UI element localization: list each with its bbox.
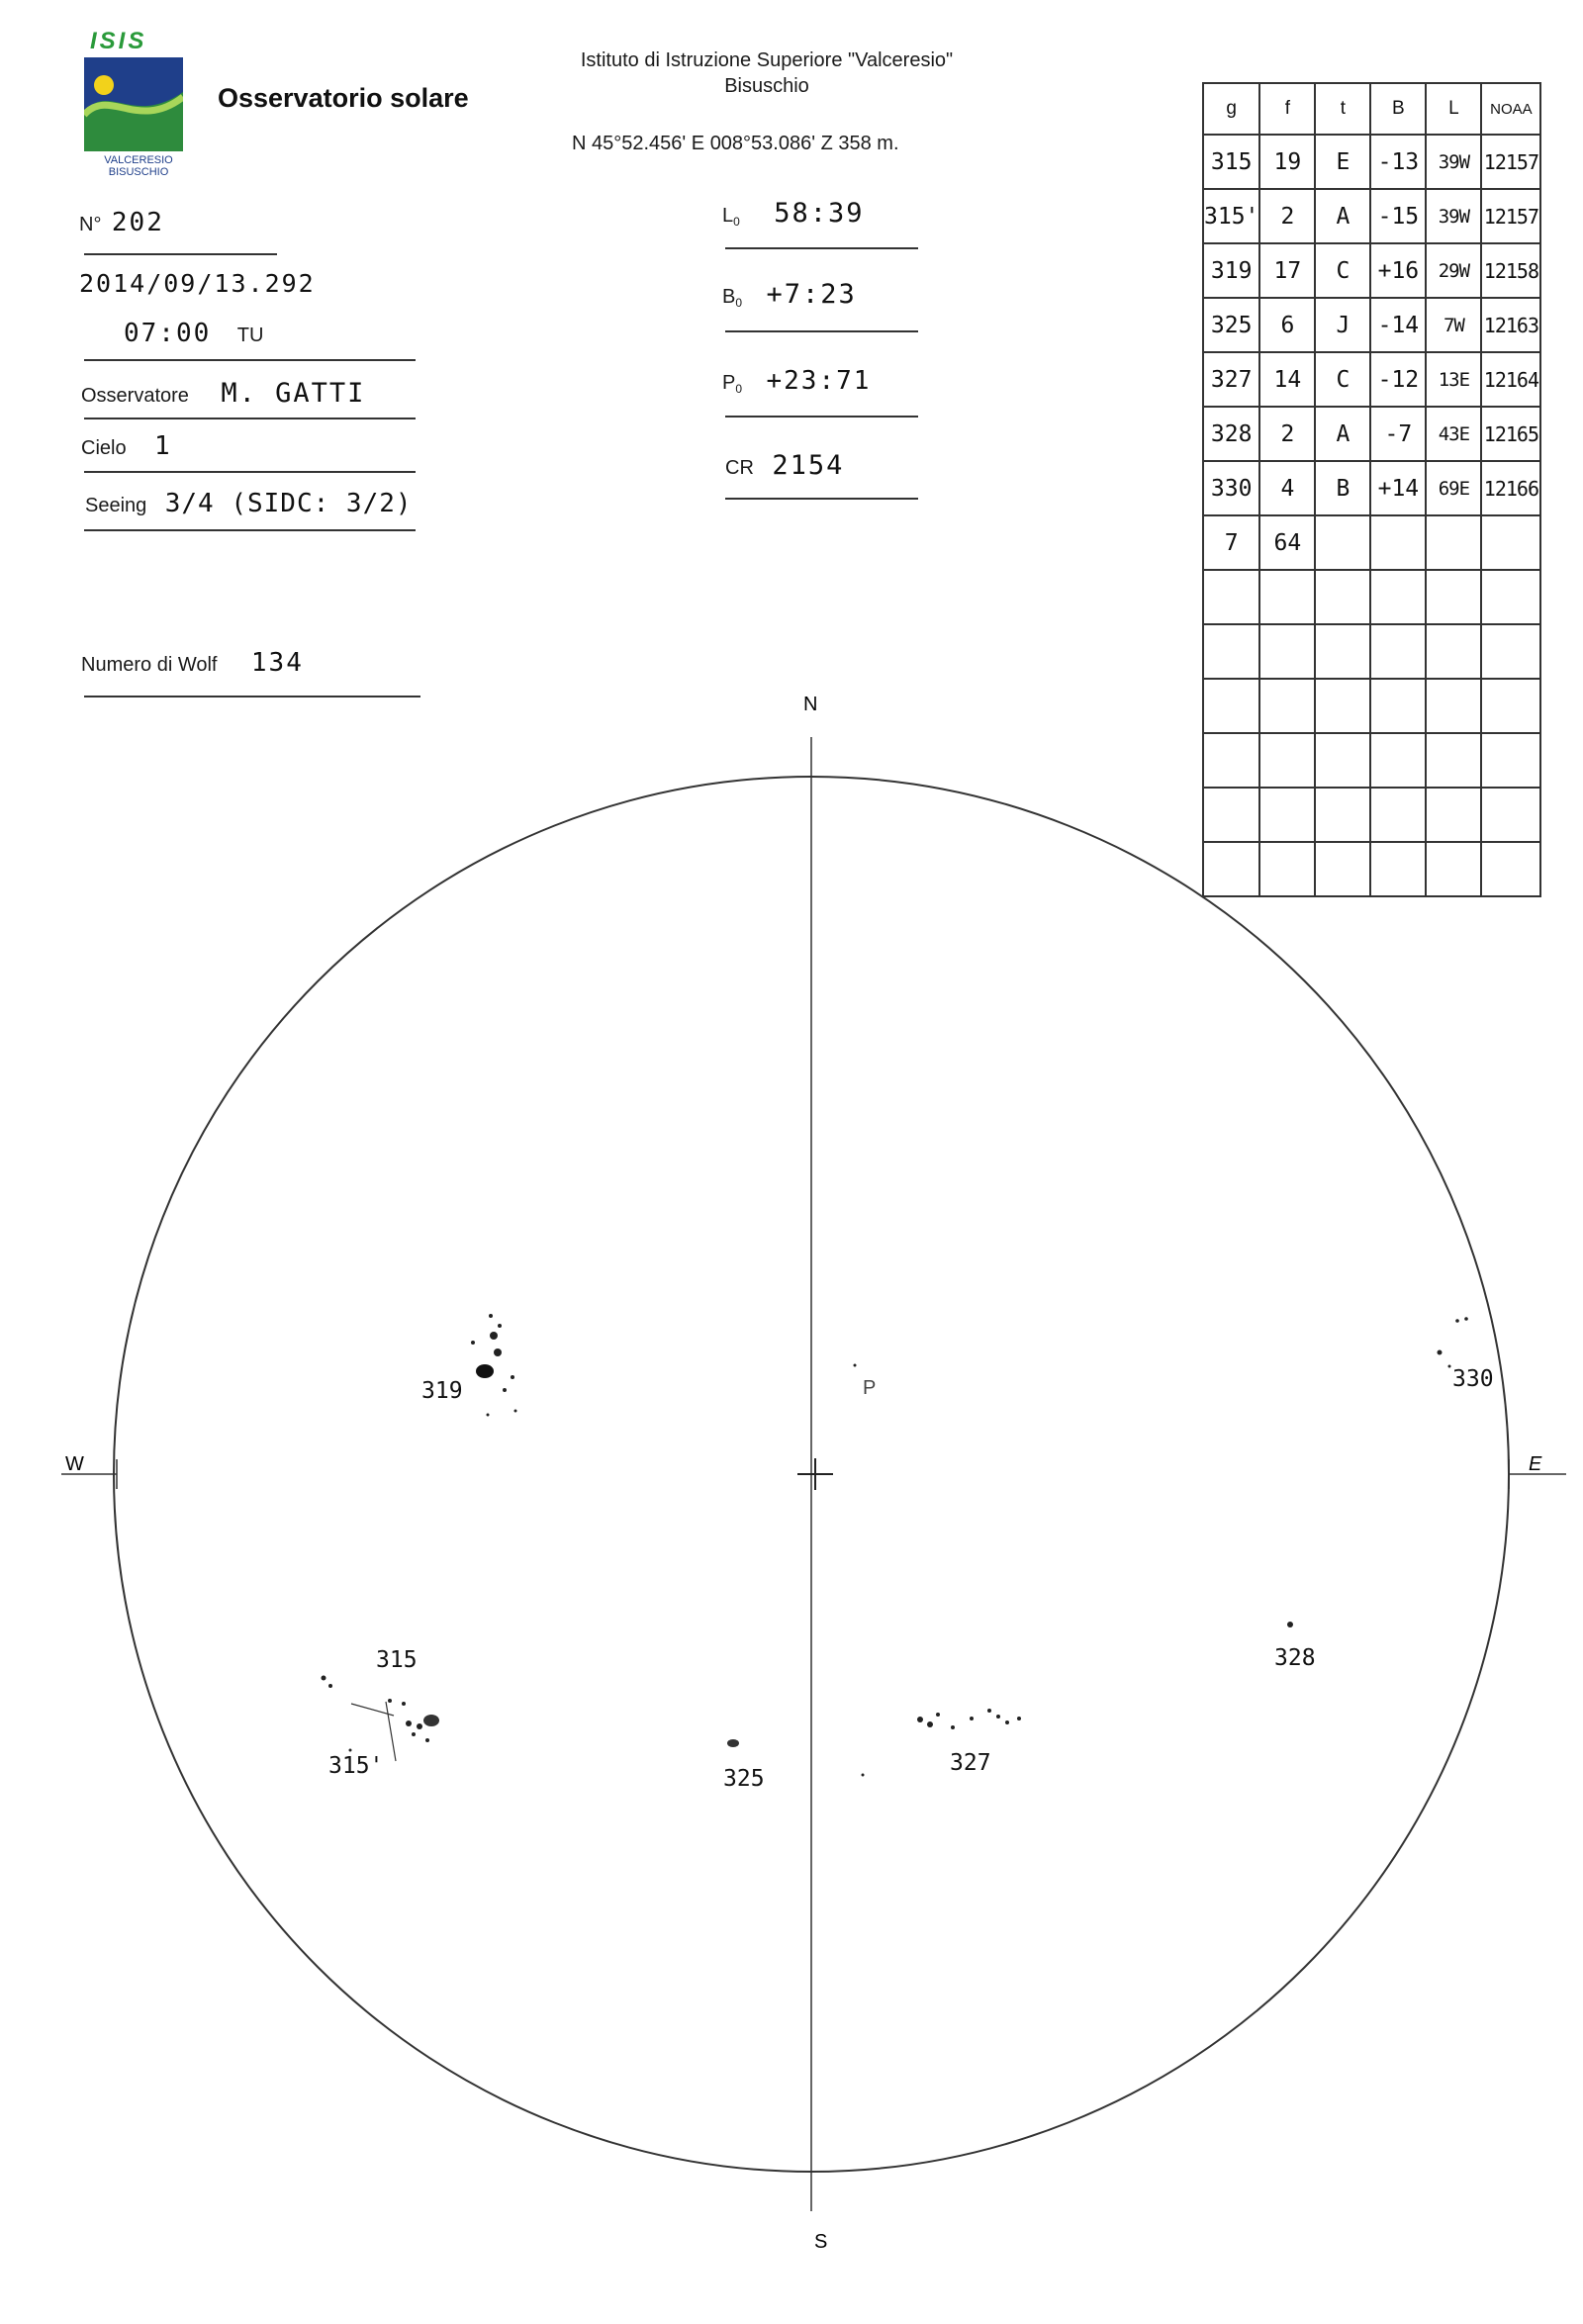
group-label-315p: 315' <box>328 1753 384 1779</box>
sunspot <box>970 1717 974 1720</box>
sunspot <box>423 1715 439 1726</box>
sunspot <box>402 1702 406 1706</box>
observatory-coordinates: N 45°52.456' E 008°53.086' Z 358 m. <box>572 133 899 154</box>
sunspot <box>503 1388 507 1392</box>
school-line-1: Istituto di Istruzione Superiore "Valceresio" <box>580 49 954 71</box>
table-cell: 19 <box>1259 135 1315 189</box>
sunspot <box>996 1715 1000 1719</box>
sunspot <box>1005 1720 1009 1724</box>
sunspot <box>862 1774 865 1777</box>
table-cell: 12157 <box>1481 189 1540 243</box>
header-f: f <box>1259 83 1315 135</box>
logo-text: ISIS <box>90 28 147 54</box>
table-cell: 12165 <box>1481 407 1540 461</box>
cr-field: CR 2154 <box>725 450 845 481</box>
sunspot <box>927 1721 933 1727</box>
west-label: W <box>65 1453 84 1475</box>
table-cell: C <box>1315 352 1370 407</box>
table-cell: 4 <box>1259 461 1315 515</box>
table-cell: +16 <box>1370 243 1426 298</box>
table-cell: 39W <box>1426 189 1481 243</box>
group-label-325: 325 <box>723 1766 765 1792</box>
sunspot <box>388 1699 392 1703</box>
table-cell: 12166 <box>1481 461 1540 515</box>
group-label-330: 330 <box>1452 1366 1494 1392</box>
sunspot <box>498 1324 502 1328</box>
header-b: B <box>1370 83 1426 135</box>
pole-label: P <box>863 1377 877 1399</box>
pole-dot <box>854 1364 857 1367</box>
table-cell: A <box>1315 407 1370 461</box>
sunspot <box>1287 1622 1293 1627</box>
sunspot <box>951 1725 955 1729</box>
east-label: E <box>1529 1453 1542 1475</box>
group-label-315: 315 <box>376 1647 418 1673</box>
table-cell: -7 <box>1370 407 1426 461</box>
table-cell: 325 <box>1203 298 1259 352</box>
table-cell: 2 <box>1259 407 1315 461</box>
sunspot <box>511 1375 514 1379</box>
observation-date: 2014/09/13.292 <box>79 269 316 298</box>
sunspot <box>1448 1365 1451 1368</box>
sunspot <box>727 1739 739 1747</box>
table-cell: 6 <box>1259 298 1315 352</box>
sunspot <box>494 1348 502 1356</box>
school-line-2: Bisuschio <box>724 75 809 97</box>
sunspot <box>917 1717 923 1722</box>
table-cell: -13 <box>1370 135 1426 189</box>
table-cell: A <box>1315 189 1370 243</box>
table-cell: 43E <box>1426 407 1481 461</box>
table-cell: B <box>1315 461 1370 515</box>
sunspot <box>490 1332 498 1340</box>
observer: Osservatore M. GATTI <box>81 378 366 409</box>
table-cell: C <box>1315 243 1370 298</box>
sunspots <box>322 1314 1468 1777</box>
table-cell: 64 <box>1259 515 1315 570</box>
table-cell: 13E <box>1426 352 1481 407</box>
table-cell: -15 <box>1370 189 1426 243</box>
group-label-328: 328 <box>1274 1645 1316 1671</box>
group-label-319: 319 <box>421 1378 463 1404</box>
table-cell: 39W <box>1426 135 1481 189</box>
north-label: N <box>803 694 818 715</box>
table-cell: +14 <box>1370 461 1426 515</box>
table-cell: -14 <box>1370 298 1426 352</box>
sunspot <box>417 1723 422 1729</box>
sunspot <box>406 1720 412 1726</box>
sunspot <box>514 1410 517 1413</box>
sunspot <box>987 1709 991 1713</box>
header-noaa: NOAA <box>1481 83 1540 135</box>
observation-time: 07:00 TU <box>124 319 264 348</box>
table-cell: 330 <box>1203 461 1259 515</box>
observation-number: N° 202 <box>79 208 164 237</box>
page-title: Osservatorio solare <box>218 83 469 113</box>
p0-field: $P_0$ +23:71 <box>722 366 872 397</box>
sunspot <box>1017 1717 1021 1720</box>
table-cell: 12163 <box>1481 298 1540 352</box>
sunspot <box>425 1738 429 1742</box>
sunspot <box>489 1314 493 1318</box>
table-cell: 14 <box>1259 352 1315 407</box>
table-cell: 315 <box>1203 135 1259 189</box>
sunspot <box>328 1684 332 1688</box>
sunspot <box>487 1414 490 1417</box>
table-cell: 319 <box>1203 243 1259 298</box>
south-label: S <box>814 2231 828 2253</box>
table-cell: 7 <box>1203 515 1259 570</box>
sunspot <box>349 1749 352 1752</box>
table-cell: 69E <box>1426 461 1481 515</box>
seeing: Seeing 3/4 (SIDC: 3/2) <box>85 489 413 518</box>
sunspot <box>1455 1319 1459 1323</box>
sky: Cielo 1 <box>81 431 172 461</box>
table-cell: 315' <box>1203 189 1259 243</box>
table-cell: 12157 <box>1481 135 1540 189</box>
sunspot <box>1464 1317 1468 1321</box>
table-cell: E <box>1315 135 1370 189</box>
logo-subtitle: VALCERESIO BISUSCHIO <box>104 154 173 178</box>
l0-field: $L_0$ 58:39 <box>722 198 865 230</box>
table-cell: 29W <box>1426 243 1481 298</box>
table-cell: 17 <box>1259 243 1315 298</box>
header-l: L <box>1426 83 1481 135</box>
sunspot <box>1438 1350 1443 1355</box>
b0-field: $B_0$ +7:23 <box>722 279 857 311</box>
table-cell: 327 <box>1203 352 1259 407</box>
sunspot <box>476 1364 494 1378</box>
table-cell: -12 <box>1370 352 1426 407</box>
table-cell: 2 <box>1259 189 1315 243</box>
sunspot <box>471 1341 475 1345</box>
table-cell: 328 <box>1203 407 1259 461</box>
header-t: t <box>1315 83 1370 135</box>
wolf-number: Numero di Wolf 134 <box>81 648 304 678</box>
header-g: g <box>1203 83 1259 135</box>
table-cell: 12158 <box>1481 243 1540 298</box>
sunspot <box>936 1713 940 1717</box>
table-cell: 7W <box>1426 298 1481 352</box>
sunspot <box>322 1676 326 1681</box>
group-label-327: 327 <box>950 1750 991 1776</box>
group-315-separator <box>386 1702 396 1761</box>
table-cell: J <box>1315 298 1370 352</box>
table-cell: 12164 <box>1481 352 1540 407</box>
sunspot <box>412 1732 416 1736</box>
